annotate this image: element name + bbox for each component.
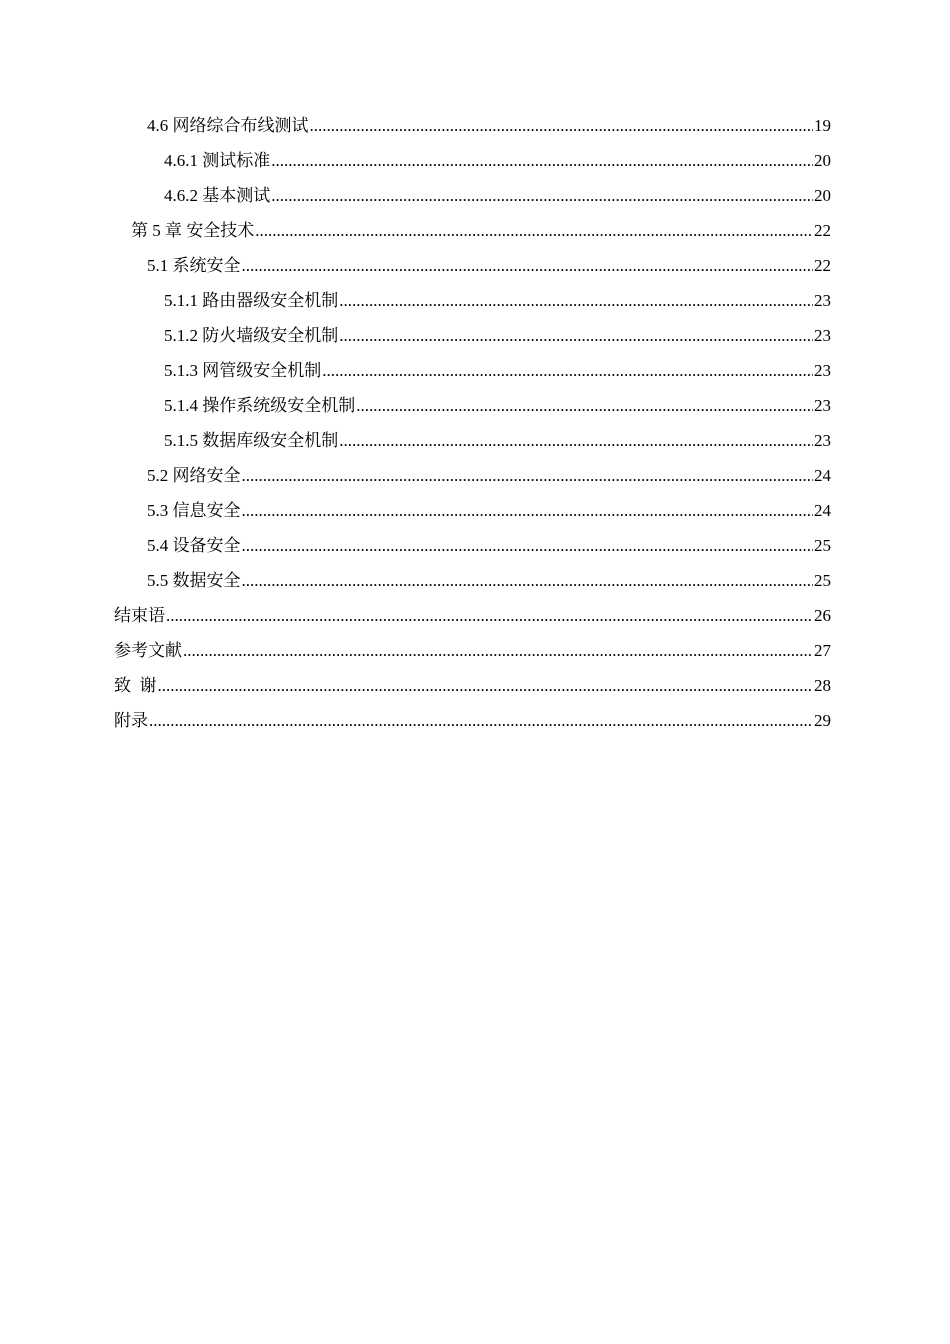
toc-entry-page: 28 — [814, 676, 831, 695]
toc-entry-label: 5.1 系统安全 — [147, 256, 241, 275]
toc-entry-label: 致 谢 — [114, 676, 157, 695]
toc-entry[interactable] — [164, 289, 831, 313]
toc-dot-leader — [166, 604, 813, 628]
toc-dot-leader — [242, 464, 814, 488]
toc-entry-page: 23 — [814, 361, 831, 380]
toc-entry[interactable] — [164, 324, 831, 348]
toc-dot-leader — [183, 639, 813, 663]
toc-entry-label: 4.6.1 测试标准 — [164, 151, 271, 170]
toc-entry-label: 4.6 网络综合布线测试 — [147, 116, 309, 135]
toc-entry-page: 19 — [814, 116, 831, 135]
toc-entry-page: 23 — [814, 396, 831, 415]
toc-dot-leader — [242, 569, 814, 593]
toc-dot-leader — [356, 394, 813, 418]
toc-entry-page: 24 — [814, 501, 831, 520]
toc-entry-page: 22 — [814, 221, 831, 240]
toc-entry-label: 5.1.4 操作系统级安全机制 — [164, 396, 356, 415]
toc-entry-label: 5.1.3 网管级安全机制 — [164, 361, 322, 380]
toc-entry-page: 29 — [814, 711, 831, 730]
toc-entry[interactable] — [164, 394, 831, 418]
toc-entry-page: 20 — [814, 186, 831, 205]
toc-dot-leader — [339, 289, 813, 313]
toc-dot-leader — [255, 219, 813, 243]
toc-entry[interactable] — [131, 219, 831, 243]
toc-entry-label: 5.1.5 数据库级安全机制 — [164, 431, 339, 450]
toc-entry[interactable] — [147, 114, 831, 138]
toc-entry[interactable] — [147, 499, 831, 523]
toc-entry-label: 5.2 网络安全 — [147, 466, 241, 485]
toc-entry[interactable] — [147, 254, 831, 278]
toc-entry-label: 5.3 信息安全 — [147, 501, 241, 520]
toc-entry[interactable] — [164, 429, 831, 453]
toc-dot-leader — [322, 359, 813, 383]
toc-dot-leader — [271, 149, 813, 173]
toc-entry[interactable] — [164, 149, 831, 173]
toc-entry-label: 5.1.2 防火墙级安全机制 — [164, 326, 339, 345]
toc-entry[interactable] — [147, 534, 831, 558]
toc-dot-leader — [242, 534, 814, 558]
toc-entry-page: 25 — [814, 536, 831, 555]
toc-entry-label: 参考文献 — [114, 641, 182, 660]
toc-entry-page: 22 — [814, 256, 831, 275]
toc-entry[interactable] — [114, 709, 831, 733]
toc-entry-page: 20 — [814, 151, 831, 170]
toc-entry-label: 结束语 — [114, 606, 165, 625]
toc-entry[interactable] — [164, 184, 831, 208]
toc-entry-page: 27 — [814, 641, 831, 660]
toc-dot-leader — [158, 674, 814, 698]
toc-entry-page: 23 — [814, 291, 831, 310]
toc-entry-page: 23 — [814, 326, 831, 345]
toc-entry[interactable] — [114, 639, 831, 663]
toc-entry-label: 5.4 设备安全 — [147, 536, 241, 555]
toc-entry-page: 25 — [814, 571, 831, 590]
toc-entry-page: 26 — [814, 606, 831, 625]
toc-entry[interactable] — [164, 359, 831, 383]
toc-entry[interactable] — [147, 464, 831, 488]
toc-entry-label: 第 5 章 安全技术 — [131, 221, 255, 240]
toc-dot-leader — [271, 184, 813, 208]
toc-entry-page: 23 — [814, 431, 831, 450]
toc-dot-leader — [242, 499, 814, 523]
toc-dot-leader — [339, 429, 813, 453]
toc-dot-leader — [310, 114, 814, 138]
toc-entry[interactable] — [114, 674, 831, 698]
toc-dot-leader — [242, 254, 814, 278]
toc-entry-label: 5.5 数据安全 — [147, 571, 241, 590]
toc-dot-leader — [339, 324, 813, 348]
toc-dot-leader — [149, 709, 813, 733]
toc-entry[interactable] — [147, 569, 831, 593]
toc-entry-label: 4.6.2 基本测试 — [164, 186, 271, 205]
toc-entry[interactable] — [114, 604, 831, 628]
toc-entry-label: 附录 — [114, 711, 148, 730]
toc-entry-label: 5.1.1 路由器级安全机制 — [164, 291, 339, 310]
toc-entry-page: 24 — [814, 466, 831, 485]
